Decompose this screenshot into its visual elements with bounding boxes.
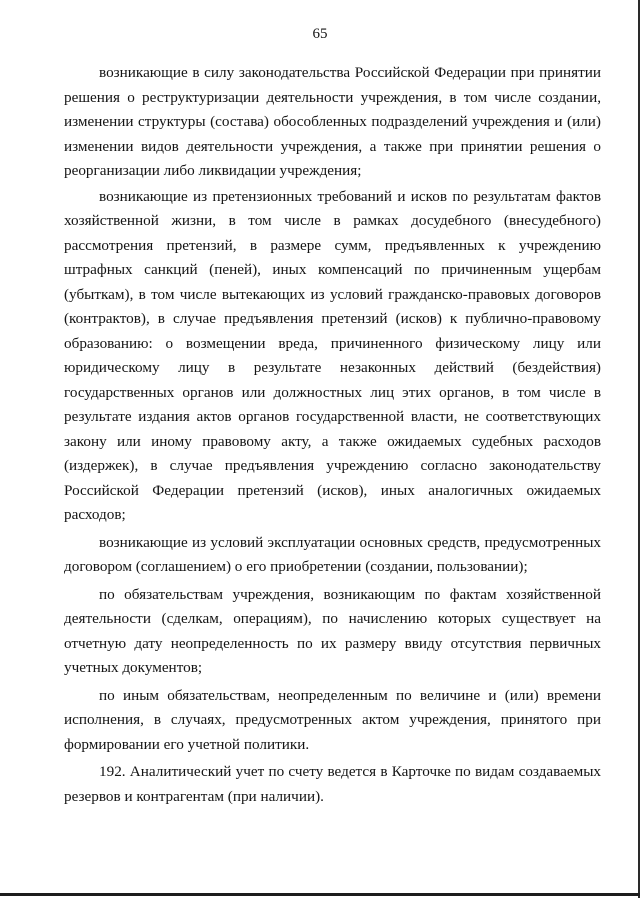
paragraph-other-obligations: по иным обязательствам, неопределенным по величине и (или) времени исполнения, в случаях, предусмотренных актом учреждения, принятого при формировании его учетной политики. bbox=[64, 686, 601, 753]
paragraph-restructuring: возникающие в силу законодательства Российской Федерации при принятии решения о реструктуризации деятельности учреждения, в том числе создании, изменении структуры (состава) обособленных подразделений учреждения и (или) изменении видов деятельности учреждения, а также при принятии решения о реорганизации либо ликвидации учреждения; bbox=[64, 64, 601, 179]
document-body bbox=[64, 61, 601, 809]
paragraph-obligations: по обязательствам учреждения, возникающим по фактам хозяйственной деятельности (сделкам, операциям), по начислению которых существует на отчетную дату неопределенность по их размеру ввиду отсутствия первичных учетных документов; bbox=[64, 585, 601, 676]
page-number: 65 bbox=[312, 26, 328, 42]
paragraph-192: 192. Аналитический учет по счету ведется в Карточке по видам создаваемых резервов и контрагентам (при наличии). bbox=[64, 763, 601, 805]
scan-edge-bottom bbox=[0, 893, 640, 896]
paragraph-claims: возникающие из претензионных требований и исков по результатам фактов хозяйственной жизни, в том числе в рамках досудебного (внесудебного) рассмотрения претензий, в размере сумм, предъявленных к учреждению штрафных санкций (пеней), иных компенсаций по причиненным ущербам (убыткам), в том числе вытекающих из условий гражданско-правовых договоров (контрактов), в случае предъявления претензий (исков) к публично-правовому образованию: о возмещении вреда, причиненного физическому лицу или юридическому лицу в результате незаконных действий (бездействия) государственных органов или должностных лиц этих органов, в том числе в результате издания актов органов государственной власти, не соответствующих закону или иному правовому акту, а также ожидаемых судебных расходов (издержек), в случае предъявления учреждению согласно законодательству Российской Федерации претензий (исков), иных аналогичных ожидаемых расходов; bbox=[64, 187, 601, 523]
paragraph-fixed-assets: возникающие из условий эксплуатации основных средств, предусмотренных договором (соглашением) о его приобретении (создании, пользовании); bbox=[64, 533, 601, 575]
